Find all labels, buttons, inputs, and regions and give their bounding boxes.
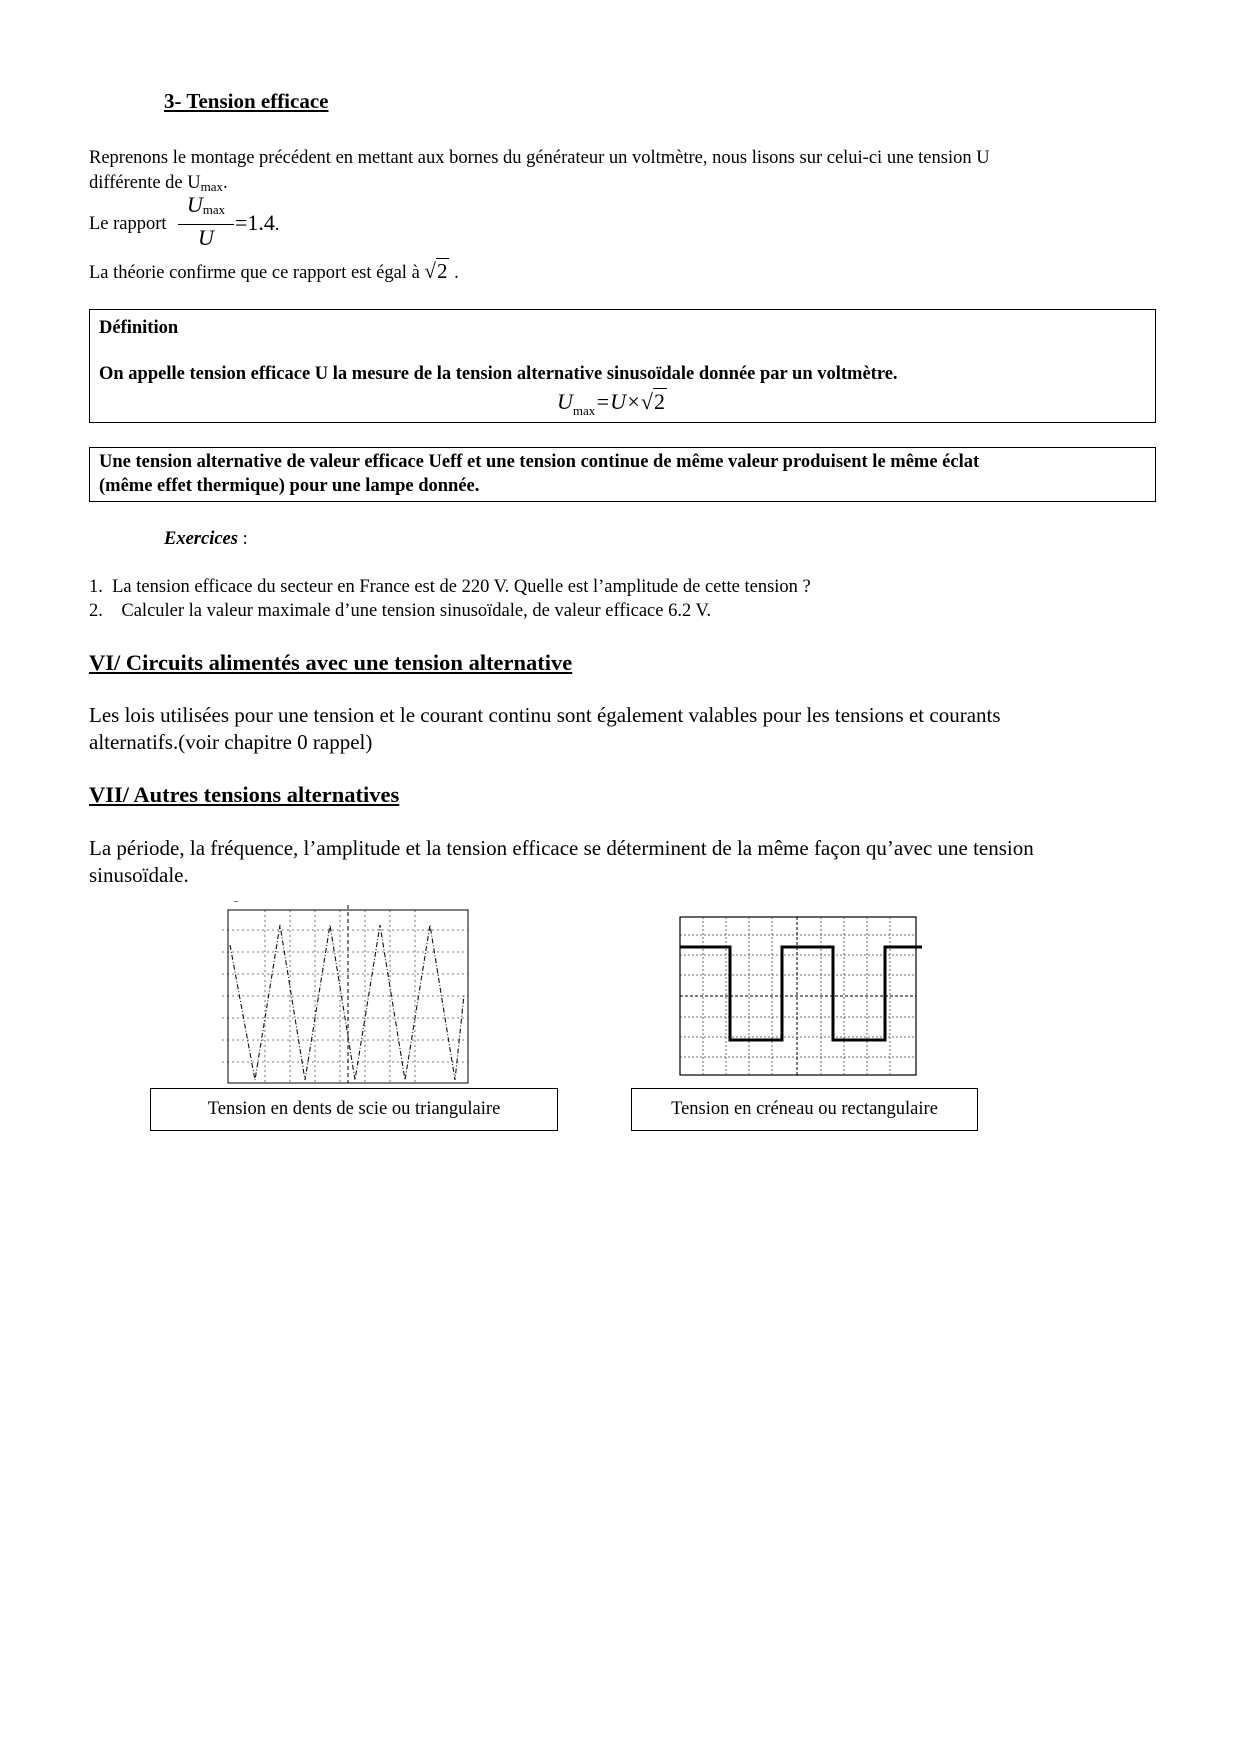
note-line-2: (même effet thermique) pour une lampe donnée. — [99, 476, 480, 496]
definition-box — [89, 309, 1156, 423]
sqrt-icon: √ — [640, 389, 653, 414]
section-6-line-2: alternatifs.(voir chapitre 0 rappel) — [89, 730, 373, 754]
exercise-item-2: 2. Calculer la valeur maximale d’une tension sinusoïdale, de valeur efficace 6.2 V. — [89, 601, 712, 621]
triangular-wave-oscillogram — [220, 895, 470, 1085]
section-3-title: 3- Tension efficace — [164, 89, 329, 113]
intro-paragraph — [89, 146, 1169, 199]
note-box — [89, 447, 1156, 502]
section-6-line-1: Les lois utilisées pour une tension et le courant continu sont également valables pour les tensions et courants — [89, 703, 1001, 727]
intro-line-2: différente de $U_{max}$. — [89, 173, 228, 194]
section-7-paragraph — [89, 835, 1034, 889]
square-wave-oscillogram — [678, 915, 922, 1077]
sqrt-icon: √ — [424, 259, 436, 283]
scope-label-left: ~ — [234, 898, 239, 906]
ratio-value: =1.4. — [235, 210, 280, 235]
ratio-fraction — [178, 193, 234, 251]
section-7-line-1: La période, la fréquence, l’amplitude et la tension efficace se déterminent de la même façon qu’avec une tension — [89, 836, 1034, 860]
ratio-prefix: Le rapport — [89, 214, 167, 234]
section-7-title: VII/ Autres tensions alternatives — [89, 782, 400, 807]
triangular-caption: Tension en dents de scie ou triangulaire — [150, 1088, 558, 1131]
rectangular-caption: Tension en créneau ou rectangulaire — [631, 1088, 978, 1131]
section-6-paragraph — [89, 702, 1001, 756]
sqrt-2: √2 — [424, 259, 448, 283]
section-6-title: VI/ Circuits alimentés avec une tension alternative — [89, 650, 573, 675]
ratio-denominator: U — [178, 224, 234, 251]
exercises-heading: Exercices : — [164, 529, 248, 549]
ratio-numerator: Umax — [186, 192, 226, 217]
section-7-line-2: sinusoïdale. — [89, 863, 189, 887]
theory-line: La théorie confirme que ce rapport est égal à √2 . — [89, 259, 459, 283]
definition-formula: $U_{max}=U\times√2$ — [557, 389, 665, 418]
definition-body: On appelle tension efficace U la mesure de la tension alternative sinusoïdale donnée par un voltmètre. — [99, 364, 898, 384]
note-line-1: Une tension alternative de valeur efficace Ueff et une tension continue de même valeur produisent le même éclat — [99, 452, 980, 472]
definition-heading: Définition — [99, 318, 179, 338]
exercise-item-1: 1. La tension efficace du secteur en France est de 220 V. Quelle est l’amplitude de cette tension ? — [89, 577, 811, 597]
formula-sqrt-2: √2 — [640, 389, 665, 414]
intro-line-1: Reprenons le montage précédent en mettant aux bornes du générateur un voltmètre, nous lisons sur celui-ci une tension U — [89, 148, 990, 168]
